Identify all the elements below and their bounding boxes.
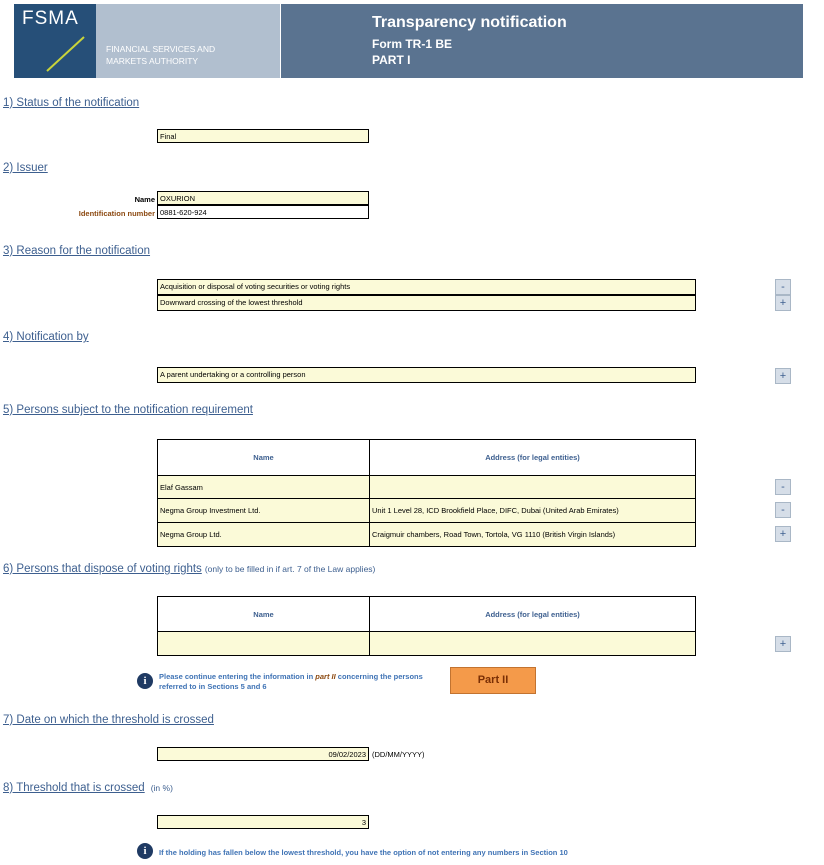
form-part: PART I xyxy=(372,53,411,67)
person-address-cell[interactable] xyxy=(370,476,696,499)
reason-row-1[interactable]: Acquisition or disposal of voting securities or voting rights xyxy=(157,279,696,295)
voting-name-cell[interactable] xyxy=(158,632,370,656)
voting-persons-table xyxy=(157,596,696,656)
col-address-header: Address (for legal entities) xyxy=(370,597,696,632)
status-field[interactable]: Final xyxy=(157,129,369,143)
info-icon: i xyxy=(137,673,153,689)
table-row xyxy=(158,499,696,523)
persons-table xyxy=(157,439,696,547)
col-name-header: Name xyxy=(158,440,370,476)
remove-row-button[interactable]: - xyxy=(775,279,791,295)
issuer-name-field[interactable]: OXURION xyxy=(157,191,369,205)
logo-text: FSMA xyxy=(22,8,79,29)
logo-slash-icon xyxy=(44,34,88,74)
person-name-cell[interactable]: Elaf Gassam xyxy=(158,476,370,499)
remove-row-button[interactable]: - xyxy=(775,479,791,495)
org-name: FINANCIAL SERVICES AND MARKETS AUTHORITY xyxy=(106,44,216,66)
person-name-cell[interactable]: Negma Group Ltd. xyxy=(158,523,370,547)
col-name-header: Name xyxy=(158,597,370,632)
date-format-hint: (DD/MM/YYYY) xyxy=(372,750,425,759)
lowest-threshold-info-text: If the holding has fallen below the lowest threshold, you have the option of not entering any numbers in Section 10 xyxy=(159,848,568,857)
identification-number-label: Identification number xyxy=(78,209,155,218)
section-8-title: 8) Threshold that is crossed (in %) xyxy=(3,782,173,794)
section-6-note: (only to be filled in if art. 7 of the Law applies) xyxy=(204,564,376,574)
remove-row-button[interactable]: - xyxy=(775,502,791,518)
identification-number-field[interactable]: 0881-620-924 xyxy=(157,205,369,219)
col-address-header: Address (for legal entities) xyxy=(370,440,696,476)
continue-info-text: Please continue entering the information in part II concerning the persons referred to in Sections 5 and 6 xyxy=(159,672,423,691)
threshold-value-field[interactable]: 3 xyxy=(157,815,369,829)
add-row-button[interactable]: + xyxy=(775,368,791,384)
person-address-cell[interactable]: Craigmuir chambers, Road Town, Tortola, VG 1110 (British Virgin Islands) xyxy=(370,523,696,547)
section-1-title: 1) Status of the notification xyxy=(3,97,140,109)
section-6-title: 6) Persons that dispose of voting rights (only to be filled in if art. 7 of the Law applies) xyxy=(3,563,376,575)
issuer-name-label: Name xyxy=(134,195,155,204)
voting-address-cell[interactable] xyxy=(370,632,696,656)
section-5-title: 5) Persons subject to the notification requirement xyxy=(3,404,253,416)
add-row-button[interactable]: + xyxy=(775,526,791,542)
section-8-note: (in %) xyxy=(150,783,173,793)
reason-row-2[interactable]: Downward crossing of the lowest threshold xyxy=(157,295,696,311)
part-ii-button[interactable]: Part II xyxy=(450,667,536,694)
section-7-title: 7) Date on which the threshold is crossed xyxy=(3,714,214,726)
table-row xyxy=(158,523,696,547)
add-row-button[interactable]: + xyxy=(775,295,791,311)
info-icon: i xyxy=(137,843,153,859)
page-title: Transparency notification xyxy=(372,14,567,31)
person-address-cell[interactable]: Unit 1 Level 28, ICD Brookfield Place, DIFC, Dubai (United Arab Emirates) xyxy=(370,499,696,523)
notification-by-field[interactable]: A parent undertaking or a controlling person xyxy=(157,367,696,383)
table-row xyxy=(158,632,696,656)
section-2-title: 2) Issuer xyxy=(3,162,48,174)
threshold-date-field[interactable]: 09/02/2023 xyxy=(157,747,369,761)
add-row-button[interactable]: + xyxy=(775,636,791,652)
person-name-cell[interactable]: Negma Group Investment Ltd. xyxy=(158,499,370,523)
form-code: Form TR-1 BE xyxy=(372,37,453,51)
section-4-title: 4) Notification by xyxy=(3,331,89,343)
section-3-title: 3) Reason for the notification xyxy=(3,245,151,257)
table-row xyxy=(158,476,696,499)
